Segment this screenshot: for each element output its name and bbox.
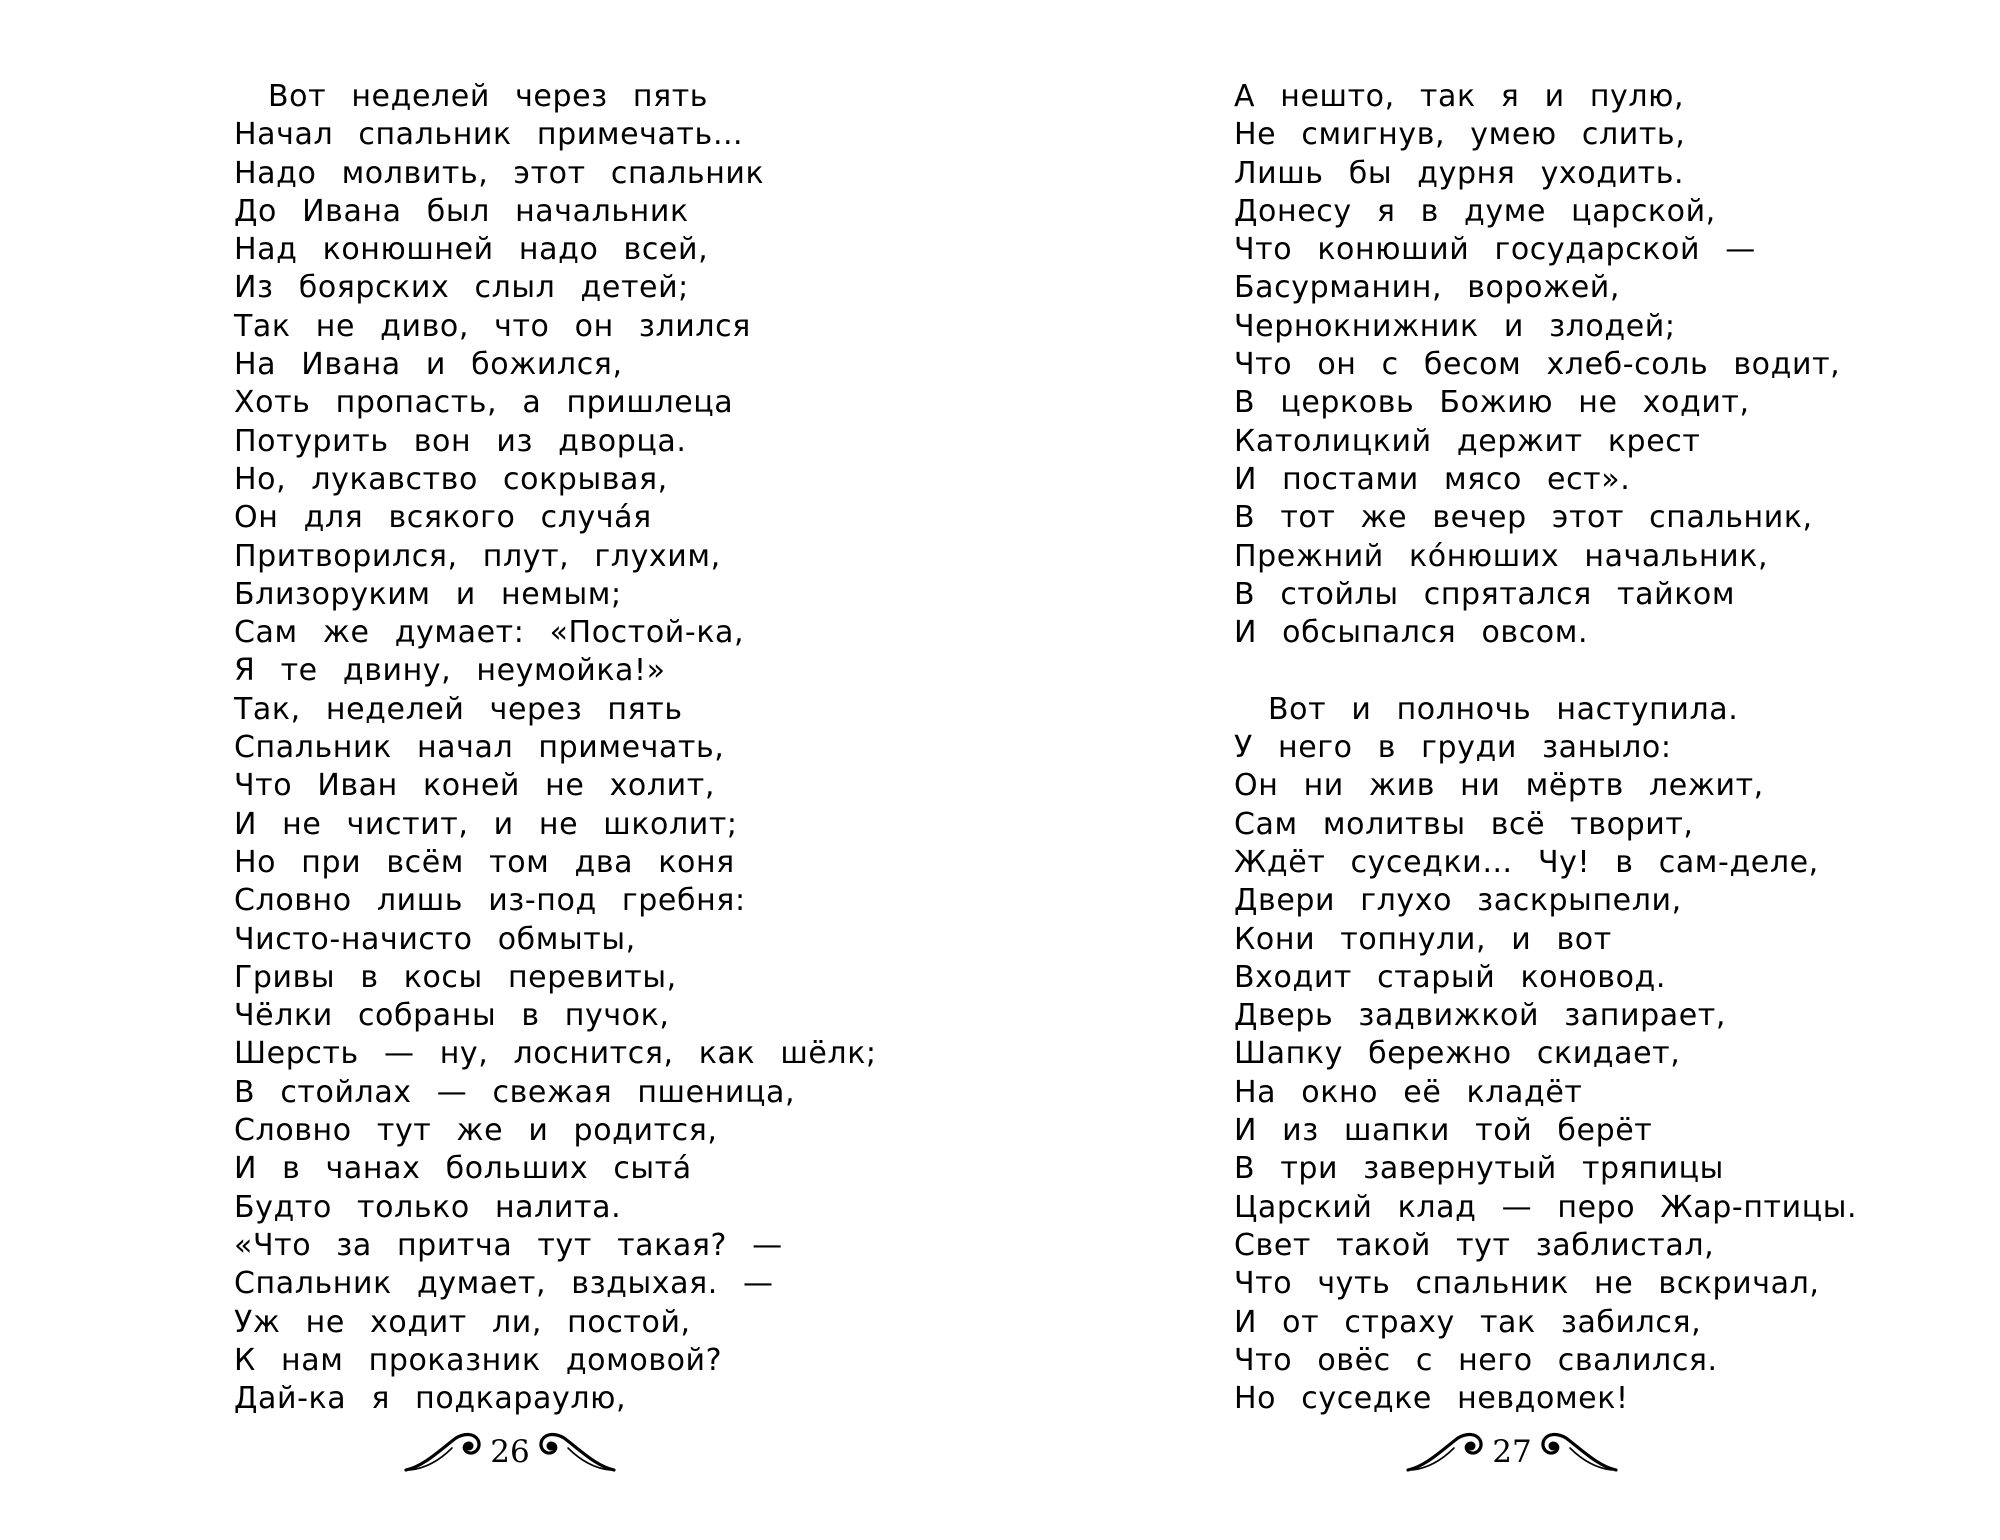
poem-line: И в чанах больших сыта́	[234, 1151, 692, 1187]
right-page	[1000, 0, 2000, 1540]
poem-line: Притворился, плут, глухим,	[234, 538, 721, 574]
poem-line: Прежний ко́нюших начальник,	[1234, 538, 1769, 574]
poem-line: И постами мясо ест».	[1234, 461, 1631, 497]
poem-line: Царский клад — перо Жар-птицы.	[1234, 1189, 1858, 1225]
flourish-left-icon	[404, 1430, 484, 1474]
poem-line: Потурить вон из дворца.	[234, 423, 687, 459]
poem-line: Но, лукавство сокрывая,	[234, 461, 668, 497]
poem-line: Двери глухо заскрыпели,	[1234, 883, 1682, 919]
poem-line: Шапку бережно скидает,	[1234, 1036, 1681, 1072]
flourish-right-icon	[1538, 1430, 1618, 1474]
poem-line: Из боярских слыл детей;	[234, 270, 689, 306]
flourish-left-icon	[1406, 1430, 1486, 1474]
page-number-right	[1392, 1422, 1632, 1482]
poem-line: Сам молитвы всё творит,	[1234, 806, 1694, 842]
poem-line: Так, неделей через пять	[234, 691, 683, 727]
poem-line: Вот и полночь наступила.	[1268, 691, 1739, 727]
page-number-left	[390, 1422, 630, 1482]
poem-line: Не смигнув, умею слить,	[1234, 117, 1686, 153]
poem-line: Вот неделей через пять	[268, 79, 709, 114]
poem-line: Ждёт суседки… Чу! в сам-деле,	[1234, 844, 1819, 880]
poem-line	[1234, 652, 1857, 690]
poem-line: Чисто-начисто обмыты,	[234, 921, 636, 957]
poem-line: В тот же вечер этот спальник,	[1234, 500, 1813, 536]
poem-line: Свет такой тут заблистал,	[1234, 1227, 1715, 1263]
poem-line: Дай-ка я подкараулю,	[234, 1381, 627, 1417]
poem-line: Входит старый коновод.	[1234, 959, 1667, 995]
poem-line: И обсыпался овсом.	[1234, 615, 1589, 651]
poem-line: К нам проказник домовой?	[234, 1342, 723, 1378]
poem-line: На Ивана и божился,	[234, 347, 623, 383]
poem-line: Что Иван коней не холит,	[234, 768, 715, 804]
poem-line: А нешто, так я и пулю,	[1234, 79, 1685, 114]
poem-line: У него в груди заныло:	[1234, 730, 1672, 766]
poem-line: Он для всякого случа́я	[234, 500, 652, 536]
poem-line: На окно её кладёт	[1234, 1074, 1583, 1110]
poem-line: Гривы в косы перевиты,	[234, 959, 677, 995]
poem-line: Но при всём том два коня	[234, 844, 735, 880]
poem-line: Надо молвить, этот спальник	[234, 155, 765, 191]
poem-line: Донесу я в думе царской,	[1234, 193, 1716, 229]
page-number: 27	[1492, 1434, 1532, 1470]
poem-line: Чёлки собраны в пучок,	[234, 998, 670, 1034]
poem-line: Так не диво, что он злился	[234, 308, 751, 344]
poem-line: Сам же думает: «Постой-ка,	[234, 615, 745, 651]
poem-line: Но суседке невдомек!	[1234, 1381, 1629, 1417]
poem-line: Словно лишь из-под гребня:	[234, 883, 746, 919]
poem-line: Будто только налита.	[234, 1189, 622, 1225]
poem-line: Спальник начал примечать,	[234, 730, 725, 766]
poem-line: «Что за притча тут такая? —	[234, 1227, 783, 1263]
poem-line: И не чистит, и не школит;	[234, 806, 738, 842]
flourish-right-icon	[536, 1430, 616, 1474]
poem-line: В три завернутый тряпицы	[1234, 1151, 1724, 1187]
page-number: 26	[490, 1434, 530, 1470]
poem-text-left	[234, 78, 877, 1418]
poem-line: Он ни жив ни мёртв лежит,	[1234, 768, 1764, 804]
poem-line: Что чуть спальник не вскричал,	[1234, 1266, 1820, 1302]
poem-line: Начал спальник примечать…	[234, 117, 744, 153]
poem-line: Что овёс с него свалился.	[1234, 1342, 1718, 1378]
poem-line: И от страху так забился,	[1234, 1304, 1702, 1340]
poem-line: До Ивана был начальник	[234, 193, 689, 229]
poem-line: Басурманин, ворожей,	[1234, 270, 1621, 306]
poem-line: Чернокнижник и злодей;	[1234, 308, 1676, 344]
poem-line: Уж не ходит ли, постой,	[234, 1304, 691, 1340]
poem-line: Католицкий держит крест	[1234, 423, 1701, 459]
poem-line: Что он с бесом хлеб-соль водит,	[1234, 347, 1841, 383]
poem-line: Дверь задвижкой запирает,	[1234, 998, 1726, 1034]
poem-line: В стойлы спрятался тайком	[1234, 576, 1736, 612]
poem-line: Над конюшней надо всей,	[234, 232, 709, 268]
poem-line: Хоть пропасть, а пришлеца	[234, 385, 734, 421]
poem-line: Что конюший государской —	[1234, 232, 1756, 268]
poem-line: Шерсть — ну, лоснится, как шёлк;	[234, 1036, 877, 1072]
poem-line: И из шапки той берёт	[1234, 1113, 1653, 1149]
poem-line: Словно тут же и родится,	[234, 1113, 718, 1149]
poem-line: Лишь бы дурня уходить.	[1234, 155, 1685, 191]
poem-line: Я те двину, неумойка!»	[234, 653, 666, 689]
poem-line: В церковь Божию не ходит,	[1234, 385, 1750, 421]
poem-line: Спальник думает, вздыхая. —	[234, 1266, 774, 1302]
poem-line: В стойлах — свежая пшеница,	[234, 1074, 796, 1110]
poem-line: Близоруким и немым;	[234, 576, 622, 612]
poem-line: Кони топнули, и вот	[1234, 921, 1612, 957]
poem-text-right	[1234, 78, 1857, 1418]
